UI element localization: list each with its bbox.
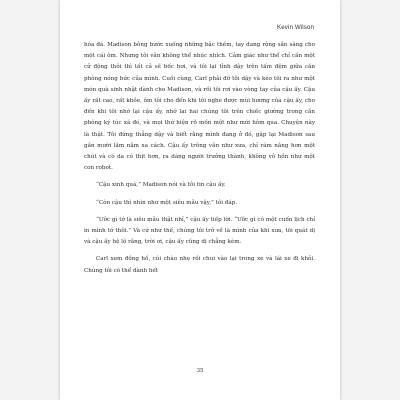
paragraph-4: “Ước gì tớ là siêu mẫu thật nhỉ,” cậu ấy tiếp lời. “Ước gì có một cuốn lịch chỉ in mình tớ thôi.” Và cứ như thế, chúng tôi trở về là mình của khi xưa, tôi quát dị và cậu ấy hệ lộ rằng, trời ơi, cậu ấy cũng dị chẳng kém.: [84, 216, 315, 246]
page-number: 35: [196, 368, 204, 374]
paragraph-5: Carl xem đồng hồ, cúi chào nhẹ rồi chui vào lại trong xe và lái xe đi khỏi. Chúng tôi có thể dành hết: [84, 256, 315, 274]
book-page: [60, 0, 340, 400]
body-text: [84, 40, 315, 277]
paragraph-1: hóa đá. Madison bỗng bước xuống những bậc thềm, tay dang rộng sẵn sàng cho một cái ôm. Nhưng tôi vẫn không thể nhúc nhích. Cảm giác như thể chỉ cần một cử động thôi thì tất cả sẽ bốc hơi, và tôi lại tỉnh dậy trên tấm đệm giữa căn phòng nóng bức của mình. Cuối cùng, Carl phải đỡ tôi dậy và kéo tôi ra như một món quà sinh nhật dành cho Madison, và rồi tôi rơi vào vòng tay của cậu ấy. Cậu ấy rất cao, rất khỏe, ôm tôi cho đến khi tôi nghe được mùi hương của cậu ấy, cho đến khi tôi nhớ lại cậu ấy, nhớ lại hai chúng tôi trên chiếc giường trong căn phòng ký túc xá đó, và mọi thứ hiện rõ mồn một như mới hôm qua. Chuyện này là thật. Tôi đứng thẳng dậy và biết rằng mình đang ở đó, gặp lại Madison sau gần mười lăm năm xa cách. Cậu ấy trông vẫn như xưa, chỉ rám nắng hơn một chút và có da có thịt hơn, ra dáng người trưởng thành, không vô hồn như một con robot.: [84, 42, 315, 172]
paragraph-3: “Còn cậu thì nhìn như một siêu mẫu vậy,” tôi đáp.: [96, 199, 238, 206]
running-head-author: Kevin Wilson: [277, 24, 314, 31]
paragraph-2: “Cậu xinh quá,” Madison nói và tôi tin cậu ấy.: [96, 182, 226, 189]
